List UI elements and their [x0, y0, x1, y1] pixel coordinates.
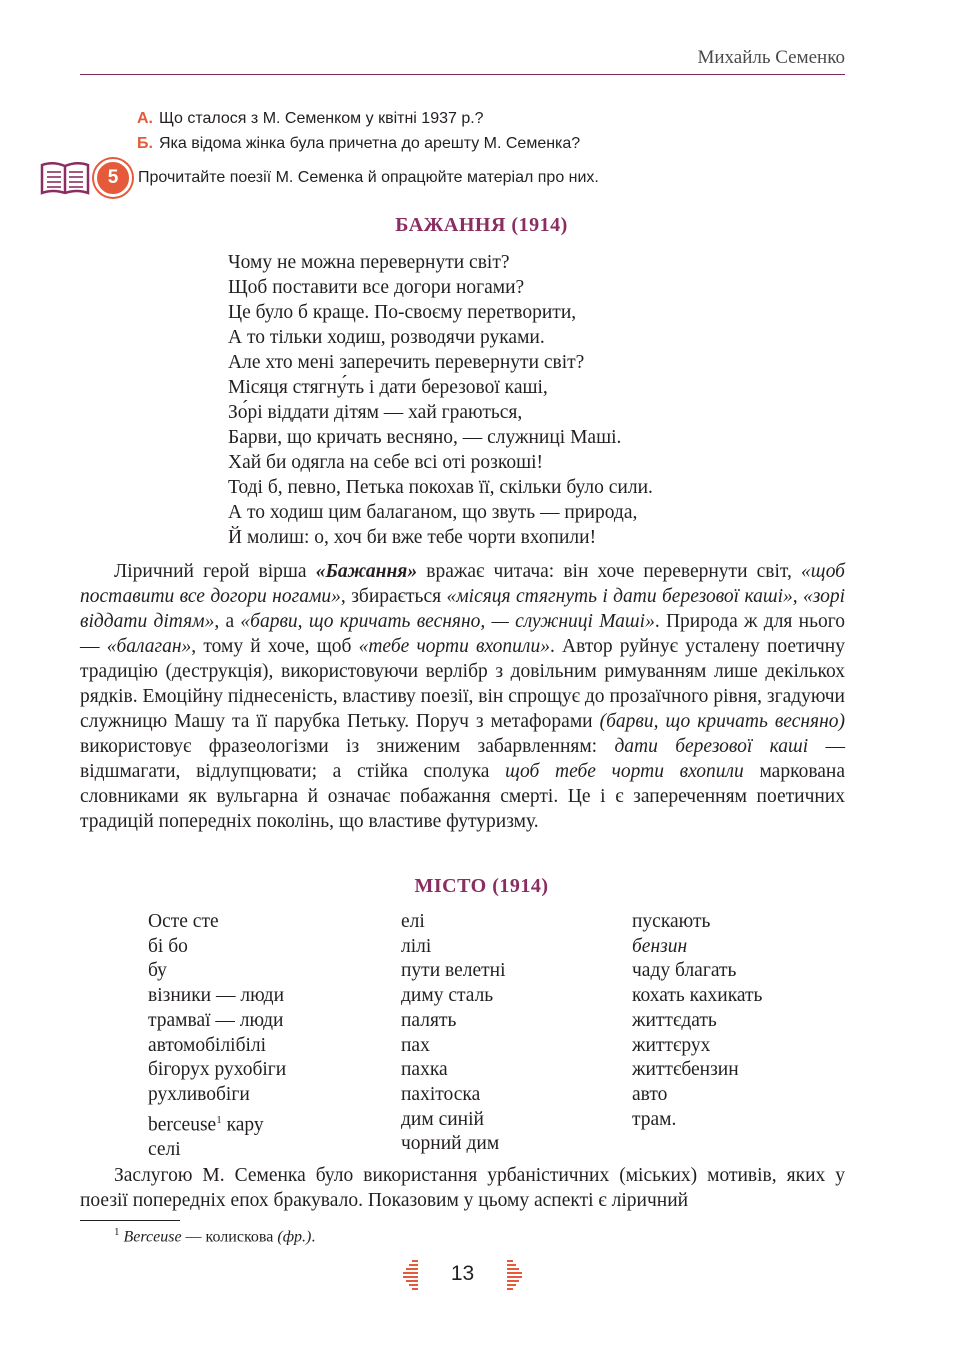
poem-line: чаду благать [632, 960, 737, 982]
poem-line: пахітоска [401, 1083, 481, 1105]
text-run: використовує фразеологізми із зниженим забарвленням: [80, 736, 615, 757]
analysis-paragraph [80, 559, 845, 834]
poem-line: авто [632, 1083, 668, 1105]
poem-line: чорний дим [401, 1133, 500, 1155]
footnote-text: — колискова [181, 1228, 278, 1246]
poem-line: Зо́рі віддати дітям — хай граються, [228, 402, 523, 423]
poem-line: А то тільки ходиш, розводячи руками. [228, 327, 545, 348]
text-run: . Автор руйнує усталену поетичну традицію (деструкція), використовуючи верлібр з довільним римуванням лише декількох рядків. Емоційну піднесеність, властиву поезії, він спрощує до прозаїчного рівня, згадуючи служницю Машу та її парубка Петьку. Поруч з метафорами [80, 636, 845, 732]
quote: дати березової каші [614, 736, 809, 757]
quote: щоб тебе чорти вхопили [505, 761, 744, 782]
closing-paragraph [80, 1163, 845, 1213]
poem-line: пах [401, 1034, 430, 1056]
quote: (барви, що кричать весняно) [599, 711, 845, 732]
text-run: кару [221, 1114, 264, 1136]
running-head: Михайль Семенко [697, 47, 845, 68]
page-number-area [400, 1258, 525, 1290]
poem-misto-column-1 [148, 910, 286, 1163]
poem-line: бігорух рухобіги [148, 1059, 287, 1081]
poem-line: Й молиш: о, хоч би вже тебе чорти вхопили! [228, 527, 597, 548]
poem-line: Тоді б, певно, Петька покохав її, скільки було сили. [228, 477, 653, 498]
text-run: , а [214, 611, 241, 632]
footnote-divider [80, 1220, 180, 1221]
footnote-mark: 1 [114, 1226, 120, 1238]
poem-line: трам. [632, 1108, 677, 1130]
text-run: — відшмагати, відлупцювати; а стійка сполука [80, 736, 846, 782]
question-letter: А. [137, 110, 153, 127]
text-run: . Природа ж для нього — [80, 611, 846, 657]
page-header [80, 44, 845, 75]
text-run: , збирається [340, 586, 447, 607]
poem-line: кохать кахикать [632, 985, 763, 1007]
poem-line: А то ходиш цим балаганом, що звуть — природа, [228, 502, 638, 523]
question-a [137, 106, 580, 131]
poem-line: Але хто мені заперечить перевернути світ? [228, 352, 585, 373]
text-run: Ліричний герой вірша [114, 561, 316, 582]
poem-line: бі бо [148, 935, 188, 957]
task-row [40, 158, 599, 198]
question-b [137, 131, 580, 156]
poem-line: бу [148, 960, 167, 982]
footnote-term: Berceuse [123, 1228, 182, 1246]
footnote-lang: (фр.) [277, 1228, 312, 1246]
poem-misto-column-2 [401, 910, 506, 1157]
poem-line: Барви, що кричать весняно, — служниці Маші. [228, 427, 622, 448]
poem-line: дим синій [401, 1108, 484, 1130]
poem-line: Це було б краще. По-своєму перетворити, [228, 302, 577, 323]
questions-block [137, 106, 580, 156]
poem-line: Осте сте [148, 911, 219, 932]
question-text: Що сталося з М. Семенком у квітні 1937 р.? [159, 110, 484, 127]
poem-line: візники — люди [148, 985, 285, 1007]
task-text: Прочитайте поезії М. Семенка й опрацюйте матеріал про них. [138, 169, 599, 186]
poem-line: селі [148, 1138, 181, 1160]
poem-line: Щоб поставити все догори ногами? [228, 277, 525, 298]
poem-line: автомобілібілі [148, 1034, 267, 1056]
poem-line: диму сталь [401, 985, 494, 1007]
poem-line: бензин [632, 935, 688, 957]
open-book-icon [40, 161, 90, 195]
footnote-end: . [311, 1228, 316, 1246]
poem-bazhannia [228, 250, 653, 550]
text-run: вражає читача: він хоче перевернути світ, [417, 561, 801, 582]
poem-misto-column-3 [632, 910, 762, 1132]
poem-line: палять [401, 1009, 457, 1031]
right-decoration-icon [505, 1258, 525, 1290]
poem-title-misto: МІСТО (1914) [414, 875, 549, 897]
text-run: маркована словниками як вульгарна й означає побажання смерті. Це і є запереченням поетичних традицій попередніх поколінь, що властиве футуризму. [80, 761, 846, 832]
poem-line: життєрух [632, 1034, 711, 1056]
quote: «тебе чорти вхопили» [358, 636, 550, 657]
quote: «місяця стягнуть і дати березової каші», «зорі віддати дітям» [80, 586, 846, 632]
poem-line: елі [401, 911, 425, 932]
poem-line: пахка [401, 1059, 448, 1081]
foreign-word: berceuse [148, 1114, 217, 1136]
poem-title-bazhannia: БАЖАННЯ (1914) [395, 214, 568, 236]
left-decoration-icon [400, 1258, 420, 1290]
poem-line: лілі [401, 935, 432, 957]
poem-line [148, 1108, 286, 1138]
poem-line: трамваї — люди [148, 1009, 284, 1031]
poem-line: Місяця стягну́ть і дати березової каші, [228, 377, 548, 398]
poem-line: життєбензин [632, 1059, 739, 1081]
question-letter: Б. [137, 135, 153, 152]
poem-line: життєдать [632, 1009, 717, 1031]
quote: «балаган» [106, 636, 192, 657]
footnote-ref: 1 [216, 1113, 222, 1126]
poem-name-emphasis: «Бажання» [315, 561, 418, 582]
page-number: 13 [450, 1262, 475, 1285]
poem-line: пускають [632, 911, 711, 932]
question-text: Яка відома жінка була причетна до арешту М. Семенка? [158, 135, 581, 152]
poem-line: Чому не можна перевернути світ? [228, 252, 510, 273]
poem-line: пути велетні [401, 960, 506, 982]
poem-line: Хай би одягла на себе всі оті розкоші! [228, 452, 544, 473]
closing-text: Заслугою М. Семенка було використання урбаністичних (міських) мотивів, яких у поезії попередніх епох бракувало. Показовим у цьому аспекті є ліричний [80, 1165, 845, 1211]
quote: «барви, що кричать весняно, — служниці Маші» [240, 611, 655, 632]
text-run: , тому й хоче, щоб [191, 636, 359, 657]
quote: «щоб поставити все догори ногами» [80, 561, 845, 607]
task-number-badge: 5 [94, 159, 132, 197]
footnote [114, 1226, 315, 1246]
poem-line: рухливобіги [148, 1083, 250, 1105]
